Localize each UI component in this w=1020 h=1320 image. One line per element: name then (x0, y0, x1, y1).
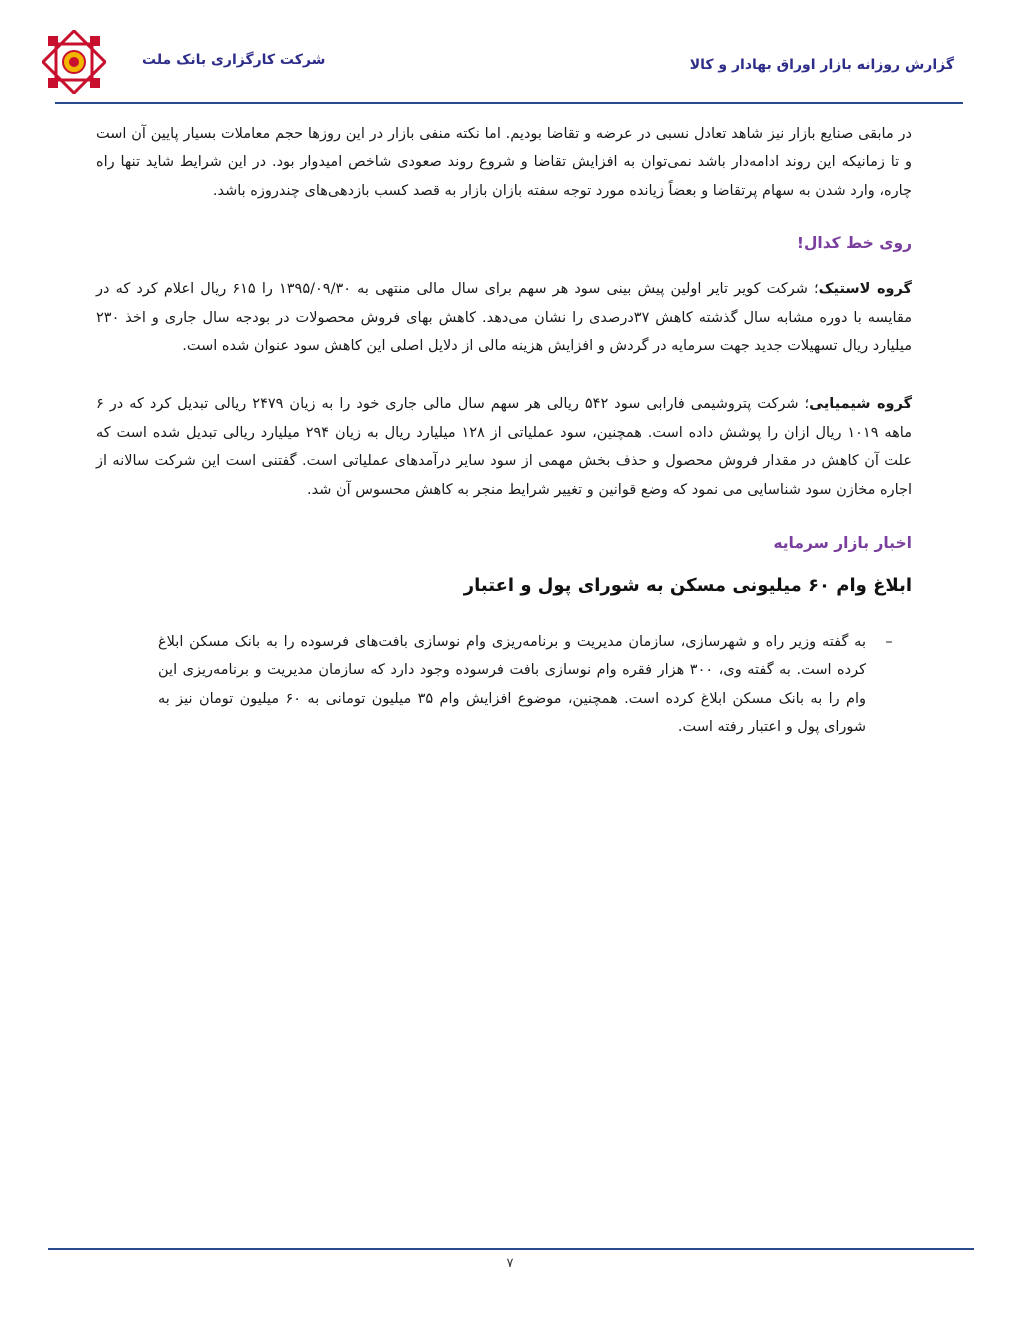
news-headline: ابلاغ وام ۶۰ میلیونی مسکن به شورای پول و اعتبار (463, 575, 912, 597)
shimiai-paragraph (96, 390, 912, 504)
bank-mellat-logo-icon (42, 30, 106, 94)
page-number: ۷ (506, 1256, 514, 1271)
lastik-text: ؛ شرکت کویر تایر اولین پیش بینی سود هر سهم برای سال مالی منتهی به ۱۳۹۵/۰۹/۳۰ را ۶۱۵ ریال اعلام کرد که در مقایسه با دوره مشابه سال گذشته کاهش ۳۷درصدی را نشان می‌دهد. کاهش بهای فروش محصولات در بودجه سال جاری و اخذ ۲۳۰ میلیارد ریال تسهیلات جدید جهت سرمایه در گردش و افزایش هزینه مالی از دلایل اصلی این کاهش سود عنوان شده است. (96, 281, 912, 355)
footer-divider (48, 1248, 974, 1250)
shimiai-label: گروه شیمیایی (809, 396, 913, 413)
header-divider (55, 102, 963, 104)
section-title-codal: روی خط کدال! (796, 234, 912, 253)
shimiai-text: ؛ شرکت پتروشیمی فارابی سود ۵۴۲ ریالی هر سهم سال مالی جاری خود را به زیان ۲۴۷۹ ریالی تبدیل کرد که در ۶ ماهه ۱۰۱۹ ریال ازان را پوشش داده است. همچنین، سود عملیاتی از ۱۲۸ میلیارد ریال به زیان ۲۹۴ میلیارد ریالی تبدیل شده است که علت آن کاهش در مقدار فروش محصول و حذف بخش مهمی از سود سایر درآمدهای عملیاتی است. گفتنی است این شرکت سالانه از اجاره مخازن سود شناسایی می نمود که وضع قوانین و تغییر شرایط منجر به کاهش محسوس آن شد. (96, 396, 912, 498)
page-header (0, 0, 1020, 106)
news-bullet-text: به گفته وزیر راه و شهرسازی، سازمان مدیریت و برنامه‌ریزی وام نوسازی بافت‌های فرسوده را به بانک مسکن ابلاغ کرده است. به گفته وی، ۳۰۰ هزار فقره وام نوسازی بافت فرسوده وجود دارد که سازمان مدیریت و برنامه‌ریزی این وام را به بانک مسکن ابلاغ کرده است. همچنین، موضوع افزایش وام ۳۵ میلیون تومانی به ۶۰ میلیون تومان نیز به شورای پول و اعتبار رفته است. (158, 634, 867, 736)
section-title-capital-market: اخبار بازار سرمایه (773, 534, 912, 553)
news-bullet (96, 628, 912, 742)
page-content (96, 120, 912, 742)
lastik-label: گروه لاستیک (818, 281, 912, 298)
company-name: شرکت کارگزاری بانک ملت (142, 52, 326, 68)
report-title: گزارش روزانه بازار اوراق بهادار و کالا (689, 57, 954, 73)
bullet-dash: – (885, 634, 893, 651)
intro-paragraph: در مابقی صنایع بازار نیز شاهد تعادل نسبی در عرضه و تقاضا بودیم. اما نکته منفی بازار در این روزها حجم معاملات بسیار پایین آن است و تا زمانیکه این روند ادامه‌دار باشد نمی‌توان به افزایش تقاضا و شروع روند صعودی شاخص امیدوار بود. در این شرایط شاید تنها راه چاره، وارد شدن به سهام پرتقاضا و بعضاً زیانده مورد توجه سفته بازان بازار به قصد کسب بازدهی‌های چندروزه باشد. (96, 126, 912, 199)
lastik-paragraph (96, 275, 912, 360)
